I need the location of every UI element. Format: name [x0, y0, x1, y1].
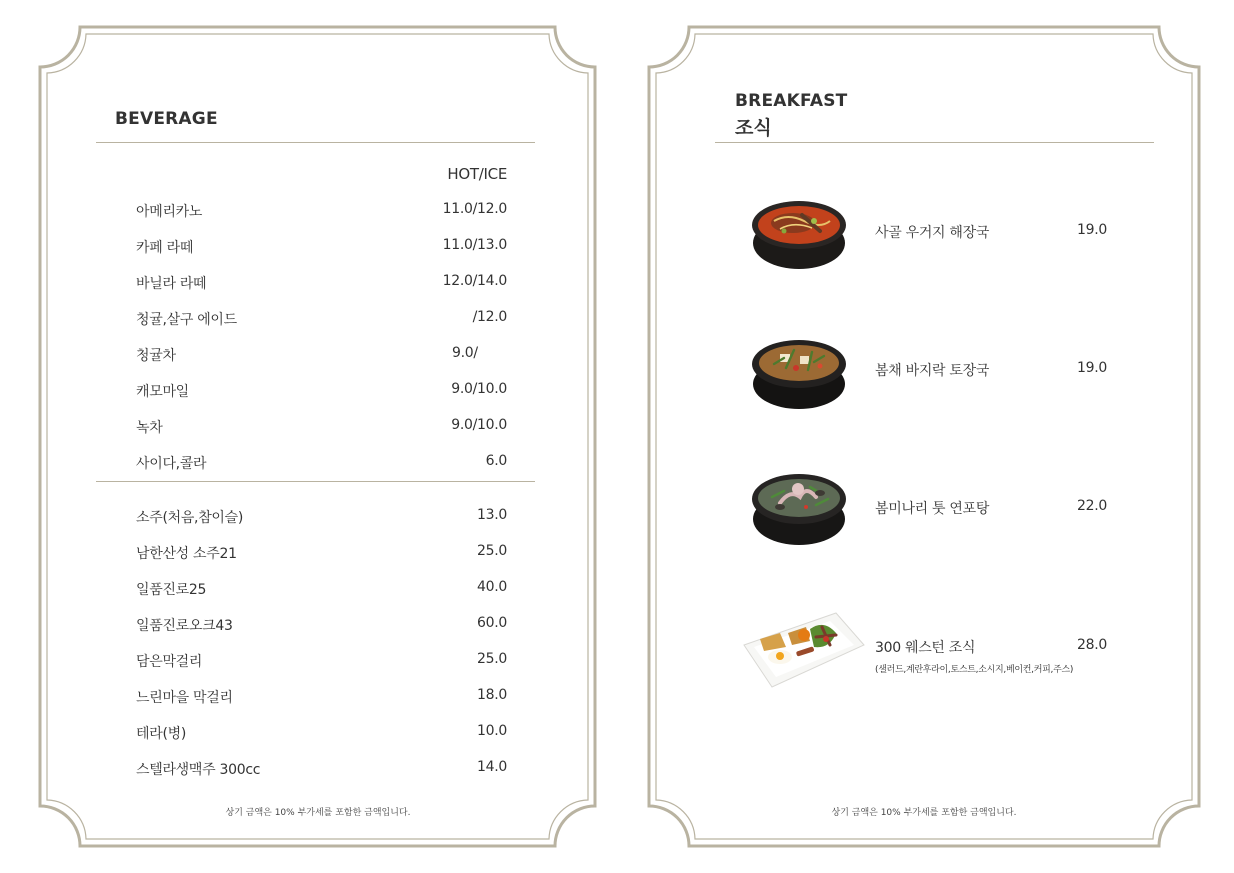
- menu-item-price: 25.0: [477, 651, 507, 667]
- octopus-soup-bowl-image: [750, 463, 848, 549]
- menu-item-name: 녹차: [136, 420, 163, 436]
- soybean-stew-bowl-image: [750, 328, 848, 412]
- menu-item-name: 스텔라생맥주 300cc: [136, 762, 261, 778]
- menu-item-name: 봄채 바지락 토장국: [875, 363, 990, 379]
- menu-item-name: 사골 우거지 해장국: [875, 225, 990, 241]
- vat-footnote: 상기 금액은 10% 부가세를 포함한 금액입니다.: [831, 808, 1017, 818]
- decorative-frame-right: [617, 0, 1234, 873]
- menu-item-name: 사이다,콜라: [136, 456, 207, 472]
- breakfast-title-ko: 조식: [735, 117, 772, 139]
- menu-item-price: 28.0: [1077, 637, 1107, 653]
- hot-ice-header: HOT/ICE: [447, 165, 507, 183]
- menu-item-price: 19.0: [1077, 222, 1107, 238]
- menu-item-name: 느린마을 막걸리: [136, 690, 233, 706]
- menu-item-price: 40.0: [477, 579, 507, 595]
- menu-item-name: 남한산성 소주21: [136, 546, 237, 562]
- menu-item-price: 6.0: [485, 453, 507, 469]
- menu-item-price: 9.0/: [452, 345, 478, 361]
- menu-item-price: 18.0: [477, 687, 507, 703]
- menu-item-description: (샐러드,계란후라이,토스트,소시지,베이컨,커피,주스): [875, 665, 1074, 675]
- breakfast-title-en: BREAKFAST: [735, 91, 848, 111]
- menu-item-name: 청귤차: [136, 348, 176, 364]
- menu-item-name: 일품진로오크43: [136, 618, 233, 634]
- menu-item-name: 바닐라 라떼: [136, 276, 207, 292]
- menu-item-price: 11.0/12.0: [442, 201, 507, 217]
- menu-item-name: 캐모마일: [136, 384, 189, 400]
- menu-item-price: 11.0/13.0: [442, 237, 507, 253]
- western-breakfast-plate-image: [740, 609, 866, 691]
- title-divider: [715, 142, 1154, 143]
- menu-item-name: 일품진로25: [136, 582, 207, 598]
- menu-item-price: /12.0: [472, 309, 507, 325]
- menu-item-name: 카페 라떼: [136, 240, 194, 256]
- vat-footnote: 상기 금액은 10% 부가세를 포함한 금액입니다.: [225, 808, 411, 818]
- menu-item-price: 12.0/14.0: [442, 273, 507, 289]
- menu-item-price: 19.0: [1077, 360, 1107, 376]
- menu-item-name: 봄미나리 툿 연포탕: [875, 501, 990, 517]
- menu-item-price: 10.0: [477, 723, 507, 739]
- menu-item-price: 9.0/10.0: [451, 381, 507, 397]
- menu-item-name: 청귤,살구 에이드: [136, 312, 237, 328]
- beverage-title: BEVERAGE: [115, 109, 218, 129]
- menu-item-price: 60.0: [477, 615, 507, 631]
- menu-item-price: 13.0: [477, 507, 507, 523]
- menu-item-name: 300 웨스턴 조식: [875, 640, 976, 656]
- title-divider: [96, 142, 535, 143]
- menu-item-name: 아메리카노: [136, 204, 203, 220]
- section-divider: [96, 481, 535, 482]
- menu-item-price: 14.0: [477, 759, 507, 775]
- menu-item-name: 담은막걸리: [136, 654, 203, 670]
- menu-item-name: 테라(병): [136, 726, 186, 742]
- breakfast-page: [617, 0, 1234, 873]
- menu-item-price: 9.0/10.0: [451, 417, 507, 433]
- menu-item-price: 22.0: [1077, 498, 1107, 514]
- menu-item-price: 25.0: [477, 543, 507, 559]
- menu-item-name: 소주(처음,참이슬): [136, 510, 244, 526]
- red-stew-bowl-image: [750, 191, 848, 273]
